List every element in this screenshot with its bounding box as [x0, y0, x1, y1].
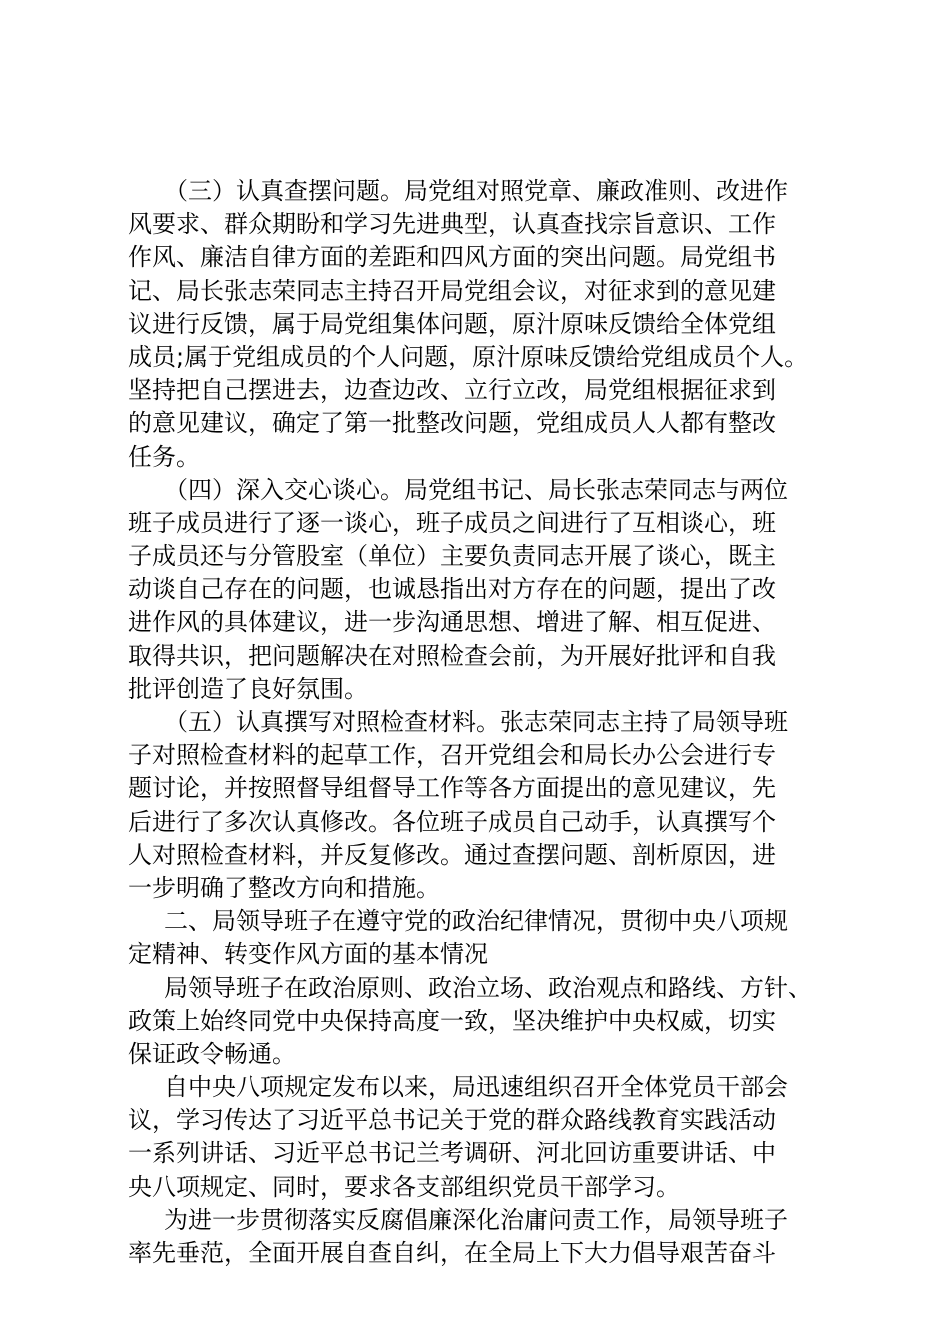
text-line: 子成员还与分管股室（单位）主要负责同志开展了谈心，既主 [128, 542, 776, 571]
text-line: 成员;属于党组成员的个人问题，原汁原味反馈给党组成员个人。 [128, 342, 809, 371]
text-line: 子对照检查材料的起草工作，召开党组会和局长办公会进行专 [128, 741, 776, 770]
text-line: 的意见建议，确定了第一批整改问题，党组成员人人都有整改 [128, 409, 776, 438]
text-line: 一步明确了整改方向和措施。 [128, 873, 440, 902]
text-line: 班子成员进行了逐一谈心，班子成员之间进行了互相谈心，班 [128, 508, 776, 537]
text-line: 风要求、群众期盼和学习先进典型，认真查找宗旨意识、工作 [128, 210, 776, 239]
text-line: 记、局长张志荣同志主持召开局党组会议，对征求到的意见建 [128, 276, 776, 305]
text-line: 坚持把自己摆进去，边查边改、立行立改，局党组根据征求到 [128, 376, 776, 405]
text-line: （三）认真查摆问题。局党组对照党章、廉政准则、改进作 [164, 177, 788, 205]
text-line: 批评创造了良好氛围。 [128, 674, 368, 703]
text-line: 人对照检查材料，并反复修改。通过查摆问题、剖析原因，进 [128, 840, 776, 869]
text-line: 局领导班子在政治原则、政治立场、政治观点和路线、方针、 [164, 973, 812, 1002]
text-line: （四）深入交心谈心。局党组书记、局长张志荣同志与两位 [164, 475, 788, 504]
text-line: 政策上始终同党中央保持高度一致，坚决维护中央权威，切实 [128, 1006, 776, 1035]
text-line: 作风、廉洁自律方面的差距和四风方面的突出问题。局党组书 [128, 243, 776, 272]
text-line: 议进行反馈，属于局党组集体问题，原汁原味反馈给全体党组 [128, 309, 776, 338]
text-line: 动谈自己存在的问题，也诚恳指出对方存在的问题，提出了改 [128, 575, 776, 604]
text-line: 央八项规定、同时，要求各支部组织党员干部学习。 [128, 1172, 680, 1201]
text-line: 率先垂范，全面开展自查自纠，在全局上下大力倡导艰苦奋斗 [128, 1239, 776, 1267]
text-line: 定精神、转变作风方面的基本情况 [128, 940, 488, 969]
text-line: 一系列讲话、习近平总书记兰考调研、河北回访重要讲话、中 [128, 1139, 776, 1168]
text-line: 后进行了多次认真修改。各位班子成员自己动手，认真撰写个 [128, 807, 776, 836]
text-line: 任务。 [128, 442, 200, 471]
text-line: 自中央八项规定发布以来，局迅速组织召开全体党员干部会 [164, 1073, 788, 1102]
document-body [128, 175, 840, 1270]
text-line: 议，学习传达了习近平总书记关于党的群众路线教育实践活动 [128, 1106, 776, 1135]
text-line: 进作风的具体建议，进一步沟通思想、增进了解、相互促进、 [128, 608, 776, 637]
text-line: 保证政令畅通。 [128, 1039, 296, 1068]
text-line: 题讨论，并按照督导组督导工作等各方面提出的意见建议，先 [128, 774, 776, 803]
text-line: （五）认真撰写对照检查材料。张志荣同志主持了局领导班 [164, 708, 788, 736]
text-line: 二、局领导班子在遵守党的政治纪律情况，贯彻中央八项规 [164, 907, 788, 936]
text-line: 取得共识，把问题解决在对照检查会前，为开展好批评和自我 [128, 641, 776, 670]
text-line: 为进一步贯彻落实反腐倡廉深化治庸问责工作，局领导班子 [164, 1205, 788, 1234]
